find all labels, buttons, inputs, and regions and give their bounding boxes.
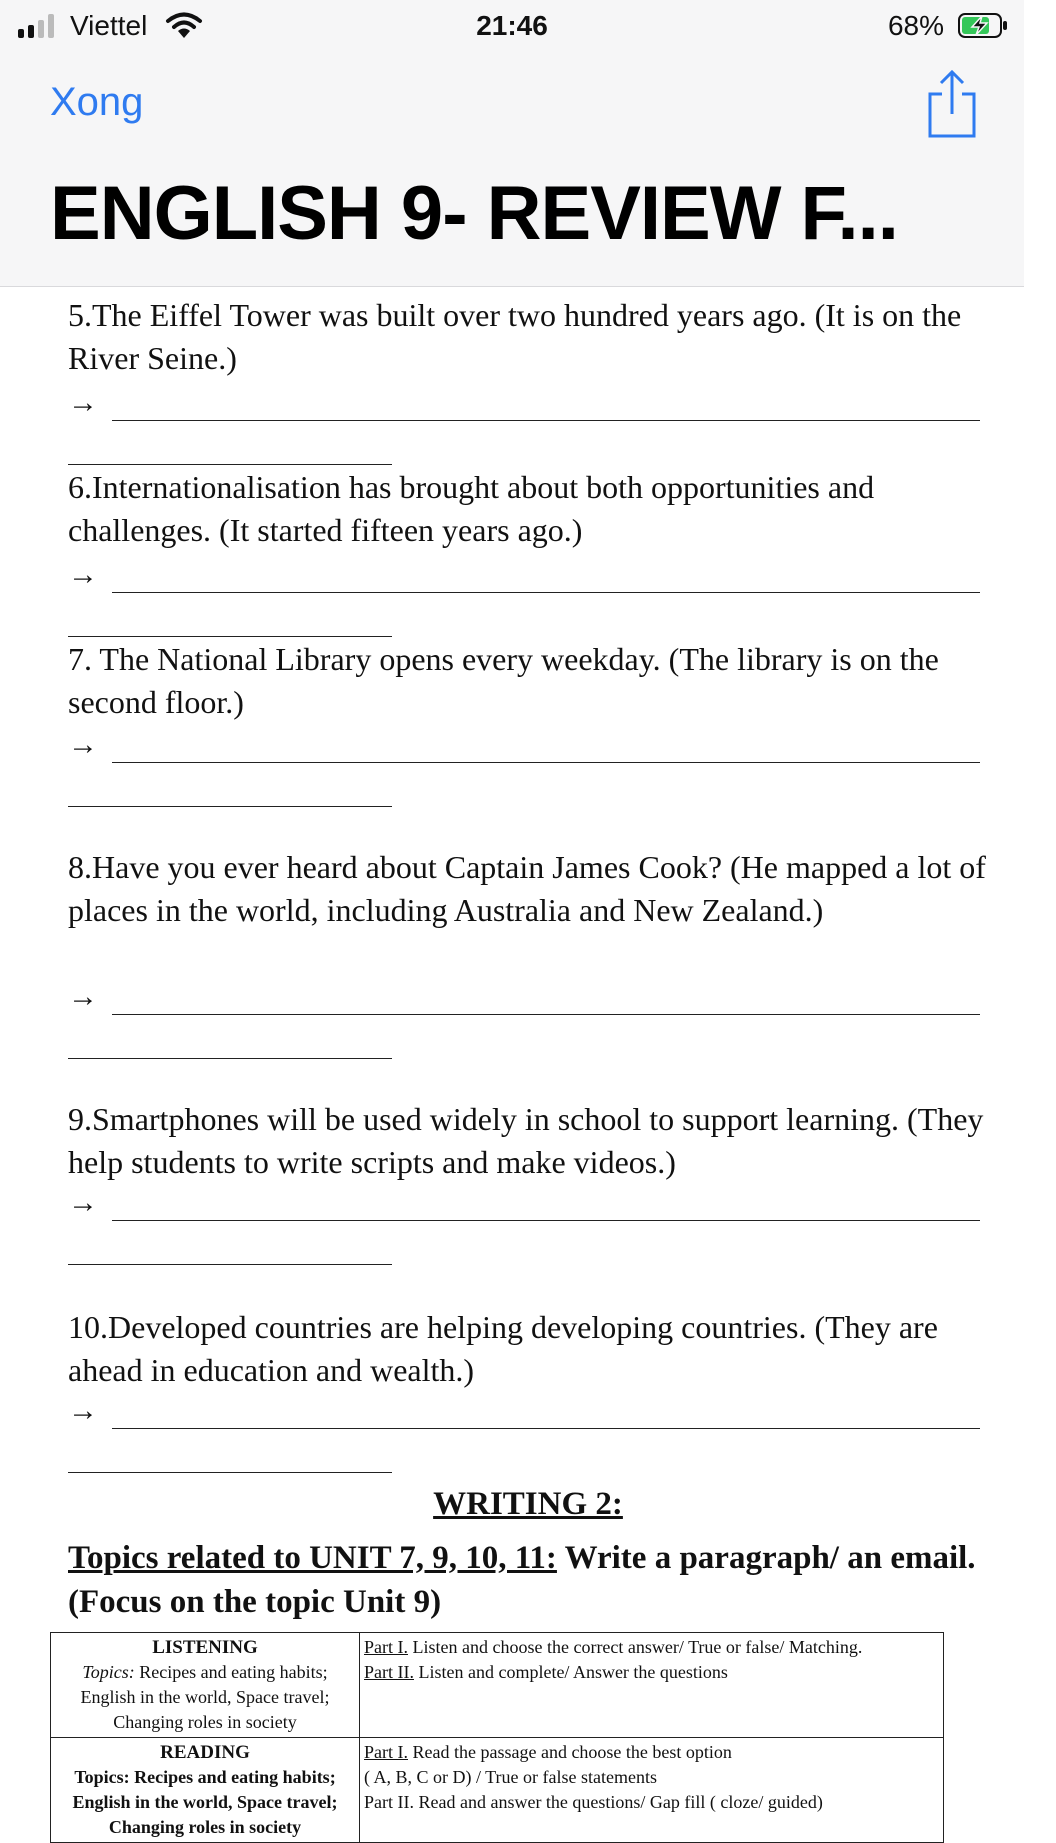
reading-cell xyxy=(51,1738,360,1843)
answer-blank-line xyxy=(68,1472,392,1473)
reading-part1-text-2: ( A, B, C or D) / True or false statements xyxy=(364,1767,657,1787)
table-row-listening xyxy=(51,1633,944,1738)
answer-line-7 xyxy=(68,728,980,764)
listening-topics-prefix: Topics: xyxy=(82,1662,135,1682)
listening-part1-label: Part I. xyxy=(364,1637,408,1657)
share-icon[interactable] xyxy=(926,68,978,140)
answer-line-6 xyxy=(68,558,980,594)
arrow-icon: → xyxy=(68,728,98,761)
reading-part1-text: Read the passage and choose the best option xyxy=(408,1742,732,1762)
listening-parts-cell xyxy=(360,1633,944,1738)
listening-part2-label: Part II. xyxy=(364,1662,414,1682)
reading-parts-cell xyxy=(360,1738,944,1843)
writing-2-topics xyxy=(68,1536,998,1624)
question-10: 10.Developed countries are helping developing countries. (They are ahead in education and wealth.) xyxy=(68,1309,938,1388)
arrow-icon: → xyxy=(68,980,98,1013)
document-page[interactable] xyxy=(0,286,1024,1837)
reading-part2-text: Part II. Read and answer the questions/ Gap fill ( cloze/ guided) xyxy=(364,1792,823,1812)
top-bar xyxy=(0,0,1024,287)
answer-line-9 xyxy=(68,1186,980,1222)
topics-underlined: Topics related to UNIT 7, 9, 10, 11: xyxy=(68,1540,557,1576)
reading-topics-3: Changing roles in society xyxy=(108,1817,302,1837)
reading-title: READING xyxy=(160,1742,250,1763)
done-button[interactable]: Xong xyxy=(50,80,144,124)
document-title: ENGLISH 9- REVIEW F... xyxy=(50,171,898,256)
answer-blank-line xyxy=(68,464,392,465)
question-9: 9.Smartphones will be used widely in school to support learning. (They help students to write scripts and make videos.) xyxy=(68,1101,984,1180)
question-7: 7. The National Library opens every weekday. (The library is on the second floor.) xyxy=(68,641,939,720)
answer-line-5 xyxy=(68,386,980,422)
arrow-icon: → xyxy=(68,1394,98,1427)
question-5: 5.The Eiffel Tower was built over two hundred years ago. (It is on the River Seine.) xyxy=(68,297,962,376)
answer-line-8 xyxy=(68,980,980,1016)
arrow-icon: → xyxy=(68,558,98,591)
question-8: 8.Have you ever heard about Captain James Cook? (He mapped a lot of places in the world, including Australia and New Zealand.) xyxy=(68,849,986,928)
arrow-icon: → xyxy=(68,386,98,419)
arrow-icon: → xyxy=(68,1186,98,1219)
status-time: 21:46 xyxy=(476,10,548,41)
question-6: 6.Internationalisation has brought about both opportunities and challenges. (It started fifteen years ago.) xyxy=(68,469,875,548)
listening-topics: Recipes and eating habits; English in the world, Space travel; Changing roles in society xyxy=(80,1662,330,1732)
listening-part1-text: Listen and choose the correct answer/ True or false/ Matching. xyxy=(408,1637,863,1657)
answer-blank-line xyxy=(68,806,392,807)
answer-blank-line xyxy=(68,1264,392,1265)
battery-percent: 68% xyxy=(887,10,944,41)
table-row-reading xyxy=(51,1738,944,1843)
reading-topics-1: Topics: Recipes and eating habits; xyxy=(74,1767,336,1787)
status-bar xyxy=(0,0,1024,54)
answer-blank-line xyxy=(68,1058,392,1059)
answer-line-10 xyxy=(68,1394,980,1430)
reading-topics-2: English in the world, Space travel; xyxy=(72,1792,338,1812)
carrier-name: Viettel xyxy=(70,10,148,41)
listening-title: LISTENING xyxy=(152,1637,258,1658)
writing-2-heading: WRITING 2: xyxy=(433,1486,623,1522)
exam-structure-table xyxy=(50,1632,944,1843)
listening-part2-text: Listen and complete/ Answer the questions xyxy=(413,1662,728,1682)
battery-charging-icon xyxy=(958,13,1008,38)
topics-instruction: Write a paragraph/ an email. (Focus on the topic Unit 9) xyxy=(68,1540,976,1620)
answer-blank-line xyxy=(68,636,392,637)
listening-cell xyxy=(51,1633,360,1738)
reading-part1-label: Part I. xyxy=(364,1742,408,1762)
